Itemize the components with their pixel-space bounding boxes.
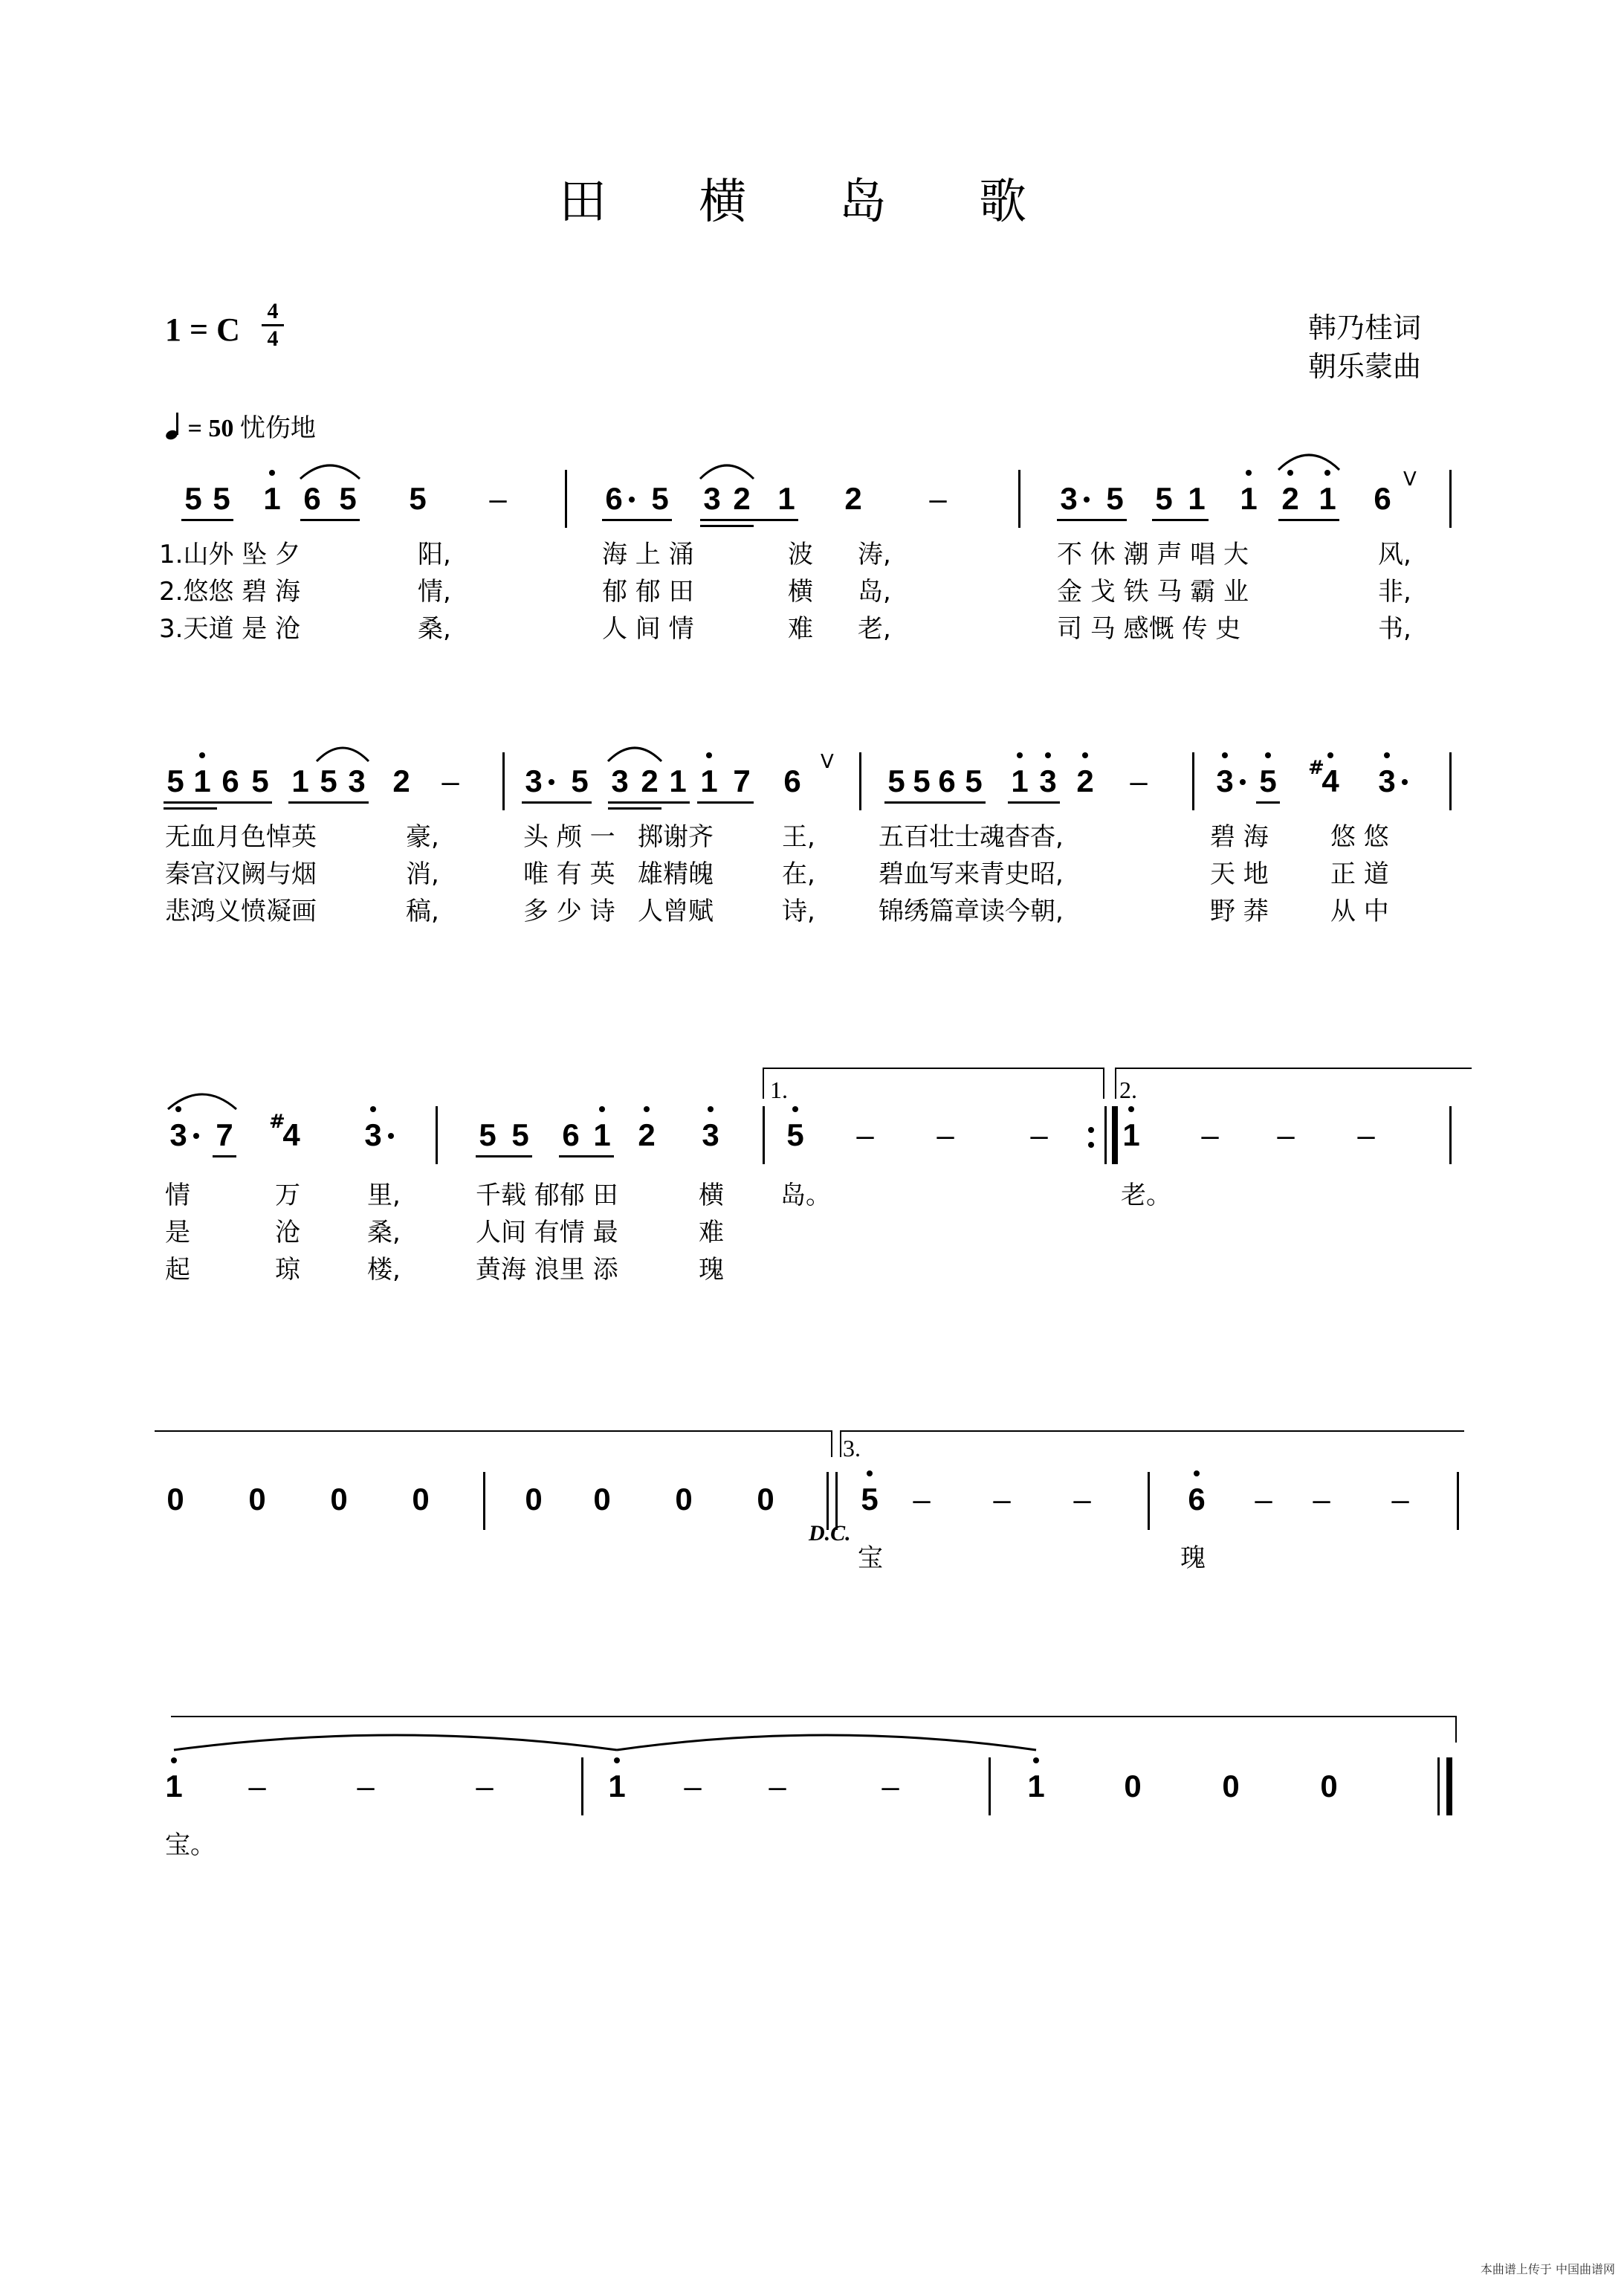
lyric-row1-line2-seg1: 2.悠悠 碧 海 (159, 577, 301, 607)
lyric-row2-line3-seg8: 从 中 (1330, 897, 1389, 926)
note-digit: 7 (733, 763, 751, 798)
note-digit: 5 (251, 763, 269, 798)
note-digit: 3 (348, 763, 366, 798)
dash-note: – (684, 1769, 702, 1804)
dash-note: – (1277, 1117, 1295, 1152)
volta-first-label: 1. (770, 1076, 788, 1103)
note-digit: 5 (184, 481, 202, 516)
note-digit: 6 (562, 1117, 580, 1152)
lyric-row2-line1-seg1: 无血月色悼英 (165, 822, 317, 852)
note-digit: 1 (165, 1769, 183, 1804)
note-digit: 5 (887, 763, 905, 798)
lyric-row2-line2-seg8: 正 道 (1330, 859, 1389, 889)
dash-note: – (769, 1769, 786, 1804)
sharp-sign: # (1308, 757, 1324, 779)
lyric-row1-line2-seg6: 金 戈 铁 马 霸 业 (1057, 577, 1249, 607)
note-digit: 4 (282, 1117, 300, 1152)
note-digit: 3 (1060, 481, 1078, 516)
note-digit: 3 (525, 763, 543, 798)
dash-note: – (1030, 1117, 1048, 1152)
note-digit: 0 (1320, 1769, 1338, 1804)
note-digit: 0 (330, 1482, 348, 1517)
lyric-row2-line1-seg4: 掷谢齐 (638, 822, 714, 852)
note-digit: 3 (1378, 763, 1396, 798)
lyricist-credit: 韩乃桂词 (1308, 311, 1422, 344)
lyric-row3-line2-seg4: 人间 有情 最 (476, 1218, 618, 1247)
lyric-row2-line2-seg4: 雄精魄 (638, 859, 714, 889)
note-digit: 5 (166, 763, 184, 798)
lyric-row2-line3-seg3: 多 少 诗 (523, 897, 615, 926)
lyric-row1-line1-seg5: 涛, (858, 540, 891, 569)
note-digit: 5 (1259, 763, 1277, 798)
lyric-row2-line3-seg6: 锦绣篇章读今朝, (879, 897, 1064, 926)
breath-mark: V (821, 751, 834, 773)
dash-note: – (489, 481, 507, 516)
lyric-row3-line1-seg3: 里, (367, 1181, 401, 1210)
note-digit: 6 (783, 763, 801, 798)
note-digit: 4 (1321, 763, 1339, 798)
dash-note: – (881, 1769, 899, 1804)
lyric-row1-line3-seg3: 人 间 情 (602, 614, 694, 644)
note-digit: 3 (364, 1117, 382, 1152)
lyric-row3-line1-seg2: 万 (275, 1181, 300, 1210)
note-digit: 5 (651, 481, 669, 516)
dash-note: – (1130, 763, 1148, 798)
note-digit: 6 (938, 763, 956, 798)
lyric-row3-line1-seg6: 岛。 (780, 1181, 831, 1210)
lyric-row2-line1-seg3: 头 颅 一 (523, 822, 615, 852)
note-digit: 1 (263, 481, 281, 516)
tempo-expression: 忧伤地 (239, 413, 316, 443)
lyric-row2-line3-seg5: 诗, (782, 897, 815, 926)
composer-credit: 朝乐蒙曲 (1308, 350, 1422, 383)
dash-note: – (1391, 1482, 1409, 1517)
volta-third-label: 3. (843, 1435, 861, 1462)
lyric-row1-line1-seg1: 1.山外 坠 夕 (159, 540, 301, 569)
note-digit: 0 (675, 1482, 693, 1517)
lyric-row2-line1-seg6: 五百壮士魂杳杳, (879, 822, 1064, 852)
lyric-row2-line2-seg6: 碧血写来青史昭, (879, 859, 1064, 889)
tempo-bpm: = 50 (187, 415, 234, 442)
note-digit: 5 (213, 481, 230, 516)
dash-note: – (936, 1117, 954, 1152)
note-digit: 3 (1039, 763, 1057, 798)
lyric-row1-line1-seg2: 阳, (418, 540, 451, 569)
note-digit: 5 (571, 763, 589, 798)
dash-note: – (476, 1769, 494, 1804)
dash-note: – (929, 481, 947, 516)
dash-note: – (1073, 1482, 1091, 1517)
lyric-row1-line3-seg7: 书, (1378, 614, 1411, 644)
dash-note: – (856, 1117, 874, 1152)
note-digit: 0 (412, 1482, 430, 1517)
lyric-row1-line1-seg4: 波 (788, 540, 813, 569)
sharp-sign: # (269, 1111, 285, 1133)
time-signature-top: 4 (267, 299, 279, 323)
note-digit: 5 (339, 481, 357, 516)
lyric-row5-bao: 宝。 (165, 1830, 216, 1860)
note-digit: 0 (1222, 1769, 1240, 1804)
note-digit: 3 (703, 481, 721, 516)
dash-note: – (1255, 1482, 1272, 1517)
note-digit: 2 (733, 481, 751, 516)
note-digit: 1 (608, 1769, 626, 1804)
slur-arc (174, 1735, 617, 1750)
lyric-row2-line1-seg7: 碧 海 (1210, 822, 1269, 852)
note-digit: 5 (965, 763, 983, 798)
lyric-row4-bao: 宝 (858, 1543, 883, 1573)
note-digit: 5 (1106, 481, 1124, 516)
note-digit: 2 (392, 763, 410, 798)
note-digit: 1 (291, 763, 309, 798)
note-digit: 5 (1155, 481, 1173, 516)
dash-note: – (441, 763, 459, 798)
note-digit: 6 (1374, 481, 1391, 516)
lyric-row3-line3-seg5: 瑰 (699, 1255, 724, 1285)
note-digit: 1 (1122, 1117, 1140, 1152)
lyric-row1-line3-seg1: 3.天道 是 沧 (159, 614, 301, 644)
lyric-row2-line2-seg3: 唯 有 英 (523, 859, 615, 889)
slur-arc (608, 748, 661, 761)
lyric-row3-line2-seg3: 桑, (367, 1218, 401, 1247)
lyric-row2-line2-seg7: 天 地 (1210, 859, 1269, 889)
note-digit: 0 (248, 1482, 266, 1517)
lyric-row2-line3-seg2: 稿, (406, 897, 439, 926)
lyric-row1-line2-seg7: 非, (1378, 577, 1411, 607)
lyric-row3-line1-seg5: 横 (699, 1181, 724, 1210)
slur-arc (317, 748, 369, 761)
note-digit: 5 (511, 1117, 529, 1152)
note-digit: 6 (221, 763, 239, 798)
lyric-row3-line1-seg4: 千载 郁郁 田 (476, 1181, 618, 1210)
dash-note: – (1201, 1117, 1219, 1152)
slur-arc (300, 465, 360, 479)
note-digit: 1 (1319, 481, 1336, 516)
lyric-row3-line3-seg4: 黄海 浪里 添 (476, 1255, 618, 1285)
lyric-row2-line1-seg8: 悠 悠 (1330, 822, 1389, 852)
lyric-row2-line1-seg5: 王, (782, 822, 815, 852)
note-digit: 0 (757, 1482, 774, 1517)
slur-arc (168, 1094, 236, 1109)
lyric-row3-line3-seg3: 楼, (367, 1255, 401, 1285)
note-digit: 2 (641, 763, 659, 798)
note-digit: 0 (593, 1482, 611, 1517)
lyric-row1-line1-seg3: 海 上 涌 (602, 540, 694, 569)
lyric-row3-line1-seg7: 老。 (1121, 1181, 1171, 1210)
lyric-row1-line2-seg4: 横 (788, 577, 813, 607)
note-digit: 3 (1216, 763, 1234, 798)
note-digit: 5 (786, 1117, 804, 1152)
lyric-row2-line3-seg7: 野 莽 (1210, 897, 1269, 926)
note-digit: 2 (638, 1117, 656, 1152)
note-digit: 5 (409, 481, 427, 516)
note-digit: 1 (669, 763, 687, 798)
dash-note: – (993, 1482, 1011, 1517)
dc-mark: D.C. (809, 1521, 851, 1546)
note-digit: 1 (1027, 1769, 1045, 1804)
note-digit: 0 (1124, 1769, 1142, 1804)
lyric-row3-line2-seg1: 是 (165, 1218, 190, 1247)
lyric-row2-line3-seg4: 人曾赋 (638, 897, 714, 926)
note-digit: 1 (777, 481, 795, 516)
lyric-row1-line2-seg5: 岛, (858, 577, 891, 607)
note-digit: 5 (320, 763, 337, 798)
lyric-row3-line2-seg5: 难 (699, 1218, 724, 1247)
lyric-row3-line3-seg2: 琼 (275, 1255, 300, 1285)
note-digit: 6 (303, 481, 321, 516)
lyric-row1-line1-seg6: 不 休 潮 声 唱 大 (1057, 540, 1249, 569)
lyric-row1-line2-seg2: 情, (418, 577, 451, 607)
dash-note: – (1313, 1482, 1330, 1517)
slur-arc (1278, 455, 1339, 470)
lyric-row2-line2-seg1: 秦宫汉阙与烟 (165, 859, 317, 889)
note-digit: 0 (166, 1482, 184, 1517)
lyric-row3-line1-seg1: 情 (165, 1181, 190, 1210)
dash-note: – (248, 1769, 266, 1804)
note-digit: 3 (611, 763, 629, 798)
dash-note: – (913, 1482, 931, 1517)
note-digit: 5 (913, 763, 931, 798)
note-digit: 0 (525, 1482, 543, 1517)
dash-note: – (1357, 1117, 1375, 1152)
note-digit: 2 (1281, 481, 1299, 516)
lyric-row1-line3-seg2: 桑, (418, 614, 451, 644)
dash-note: – (357, 1769, 375, 1804)
note-digit: 1 (700, 763, 718, 798)
note-digit: 2 (844, 481, 862, 516)
note-digit: 1 (1011, 763, 1029, 798)
time-signature-bottom: 4 (267, 326, 279, 351)
note-digit: 3 (169, 1117, 187, 1152)
lyric-row4-gui: 瑰 (1180, 1543, 1206, 1573)
note-digit: 3 (702, 1117, 719, 1152)
lyric-row2-line3-seg1: 悲鸿义愤凝画 (165, 897, 317, 926)
lyric-row2-line1-seg2: 豪, (406, 822, 439, 852)
lyric-row1-line3-seg6: 司 马 感慨 传 史 (1057, 614, 1241, 644)
footer-watermark: 本曲谱上传于 中国曲谱网 (1480, 2262, 1615, 2276)
lyric-row3-line2-seg2: 沧 (275, 1218, 300, 1247)
key-signature: 1 = C (165, 311, 240, 348)
note-digit: 5 (479, 1117, 496, 1152)
lyric-row1-line3-seg5: 老, (858, 614, 891, 644)
score-title: 田 横 岛 歌 (558, 175, 1066, 230)
breath-mark: V (1403, 468, 1417, 491)
lyric-row2-line2-seg2: 消, (406, 859, 439, 889)
note-digit: 1 (1188, 481, 1206, 516)
note-digit: 1 (1240, 481, 1258, 516)
lyric-row1-line2-seg3: 郁 郁 田 (602, 577, 694, 607)
note-digit: 2 (1076, 763, 1094, 798)
note-digit: 6 (1188, 1482, 1206, 1517)
note-digit: 6 (605, 481, 623, 516)
lyric-row3-line3-seg1: 起 (165, 1255, 190, 1285)
lyric-row2-line2-seg5: 在, (782, 859, 815, 889)
slur-arc (617, 1735, 1036, 1750)
note-digit: 5 (861, 1482, 879, 1517)
lyric-row1-line3-seg4: 难 (788, 614, 813, 644)
volta-second-label: 2. (1119, 1076, 1137, 1103)
slur-arc (700, 465, 754, 479)
note-digit: 1 (193, 763, 211, 798)
note-digit: 7 (216, 1117, 233, 1152)
lyric-row1-line1-seg7: 风, (1378, 540, 1411, 569)
note-digit: 1 (593, 1117, 611, 1152)
